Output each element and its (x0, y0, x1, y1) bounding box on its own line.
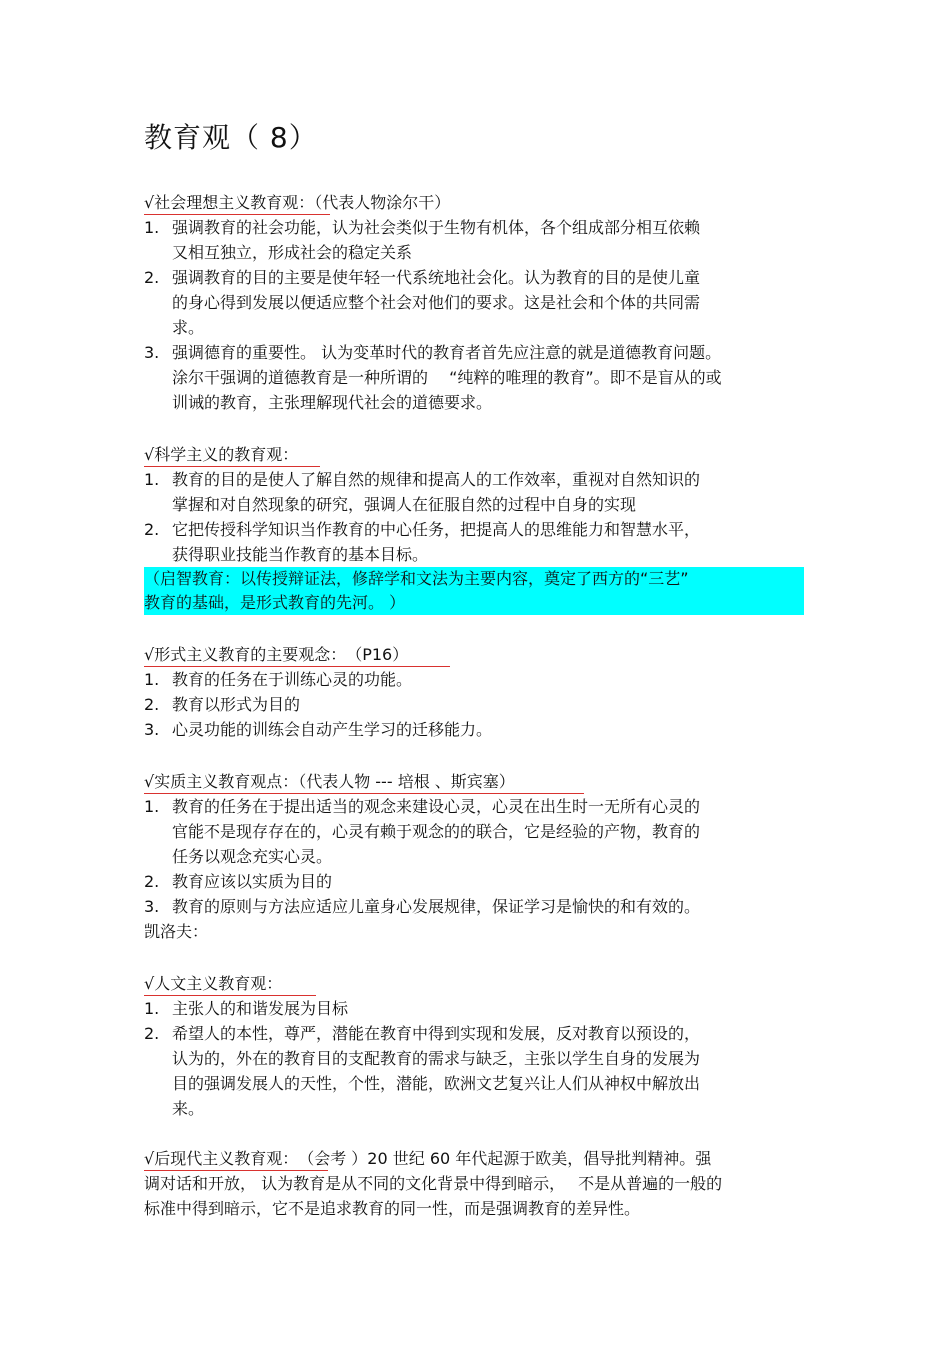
item-line: 主张人的和谐发展为目标 (172, 999, 349, 1018)
section-scientism (144, 443, 844, 615)
section-heading (144, 770, 844, 794)
item-number: 2. (144, 872, 160, 891)
heading-text: √后现代主义教育观： (144, 1149, 299, 1168)
item-number: 1. (144, 797, 160, 816)
list-item (144, 869, 844, 894)
item-number: 3. (144, 343, 160, 362)
heading-text: √实质主义教育观点：（代表人物 --- 培根 、斯宾塞） (144, 772, 515, 791)
section-heading (144, 443, 844, 467)
item-number: 2. (144, 695, 160, 714)
list-item (144, 667, 844, 692)
section-heading (144, 972, 844, 996)
list-item (144, 1021, 844, 1121)
item-number: 1. (144, 670, 160, 689)
item-line: 教育的任务在于提出适当的观念来建设心灵，心灵在出生时一无所有心灵的 (172, 797, 701, 816)
heading-underline (144, 1170, 328, 1172)
list-item (144, 265, 844, 340)
item-line: 涂尔干强调的道德教育是一种所谓的 “纯粹的唯理的教育”。即不是盲从的或 (172, 368, 722, 387)
section-heading (144, 1146, 298, 1171)
item-line: 强调教育的社会功能，认为社会类似于生物有机体，各个组成部分相互依赖 (172, 218, 701, 237)
item-line: 获得职业技能当作教育的基本目标。 (172, 545, 429, 564)
note-line: （启智教育：以传授辩证法，修辞学和文法为主要内容，奠定了西方的“三艺” (144, 569, 689, 588)
item-number: 3. (144, 720, 160, 739)
section-heading (144, 643, 844, 667)
item-line: 教育以形式为目的 (172, 695, 301, 714)
list-item (144, 717, 844, 742)
item-line: 教育应该以实质为目的 (172, 872, 333, 891)
item-number: 2. (144, 268, 160, 287)
trailing-text: 凯洛夫： (144, 922, 209, 941)
section-materialism (144, 770, 844, 944)
item-number: 3. (144, 897, 160, 916)
item-line: 心灵功能的训练会自动产生学习的迁移能力。 (172, 720, 493, 739)
item-number: 1. (144, 999, 160, 1018)
item-number: 2. (144, 520, 160, 539)
list-item (144, 894, 844, 919)
item-line: 它把传授科学知识当作教育的中心任务，把提高人的思维能力和智慧水平， (172, 520, 701, 539)
item-line: 求。 (172, 318, 205, 337)
item-line: 强调教育的目的主要是使年轻一代系统地社会化。认为教育的目的是使儿童 (172, 268, 701, 287)
item-line: 教育的目的是使人了解自然的规律和提高人的工作效率，重视对自然知识的 (172, 470, 701, 489)
section-postmodernism (144, 1146, 844, 1221)
item-number: 2. (144, 1024, 160, 1043)
item-line: 任务以观念充实心灵。 (172, 847, 333, 866)
item-line: 训诫的教育，主张理解现代社会的道德要求。 (172, 393, 493, 412)
section-heading (144, 191, 844, 215)
list-item (144, 692, 844, 717)
section-formalism (144, 643, 844, 742)
paragraph-line: 标准中得到暗示，它不是追求教育的同一性，而是强调教育的差异性。 (144, 1199, 641, 1218)
item-line: 的身心得到发展以便适应整个社会对他们的要求。这是社会和个体的共同需 (172, 293, 701, 312)
paragraph-line: 调对话和开放， 认为教育是从不同的文化背景中得到暗示， 不是从普遍的一般的 (144, 1174, 723, 1193)
list-item (144, 996, 844, 1021)
page-title: 教育观（ 8） (144, 121, 318, 154)
section-humanism (144, 972, 844, 1121)
note-line: 教育的基础，是形式教育的先河。 ） (144, 593, 406, 612)
item-number: 1. (144, 218, 160, 237)
list-item (144, 340, 844, 415)
list-item (144, 794, 844, 869)
highlighted-note (144, 567, 804, 615)
heading-text: √人文主义教育观： (144, 974, 283, 993)
paragraph-line: （会考 ）20 世纪 60 年代起源于欧美，倡导批判精神。强 (298, 1149, 712, 1168)
item-line: 又相互独立，形成社会的稳定关系 (172, 243, 413, 262)
section-social-idealism (144, 191, 844, 415)
item-line: 目的强调发展人的天性，个性，潜能，欧洲文艺复兴让人们从神权中解放出 (172, 1074, 701, 1093)
list-item (144, 467, 844, 517)
item-number: 1. (144, 470, 160, 489)
list-item (144, 215, 844, 265)
heading-text: √形式主义教育的主要观念： （P16） (144, 645, 409, 664)
item-line: 掌握和对自然现象的研究，强调人在征服自然的过程中自身的实现 (172, 495, 637, 514)
item-line: 教育的任务在于训练心灵的功能。 (172, 670, 413, 689)
heading-text: √科学主义的教育观： (144, 445, 299, 464)
item-line: 希望人的本性，尊严，潜能在教育中得到实现和发展，反对教育以预设的， (172, 1024, 701, 1043)
item-line: 官能不是现存存在的，心灵有赖于观念的的联合，它是经验的产物，教育的 (172, 822, 701, 841)
item-line: 强调德育的重要性。 认为变革时代的教育者首先应注意的就是道德教育问题。 (172, 343, 722, 362)
section-paragraph (144, 1146, 844, 1221)
item-line: 教育的原则与方法应适应儿童身心发展规律，保证学习是愉快的和有效的。 (172, 897, 701, 916)
item-line: 来。 (172, 1099, 205, 1118)
heading-text: √社会理想主义教育观：（代表人物涂尔干） (144, 193, 451, 212)
list-item (144, 517, 844, 567)
document-page (144, 118, 844, 1221)
item-line: 认为的，外在的教育目的支配教育的需求与缺乏，主张以学生自身的发展为 (172, 1049, 701, 1068)
